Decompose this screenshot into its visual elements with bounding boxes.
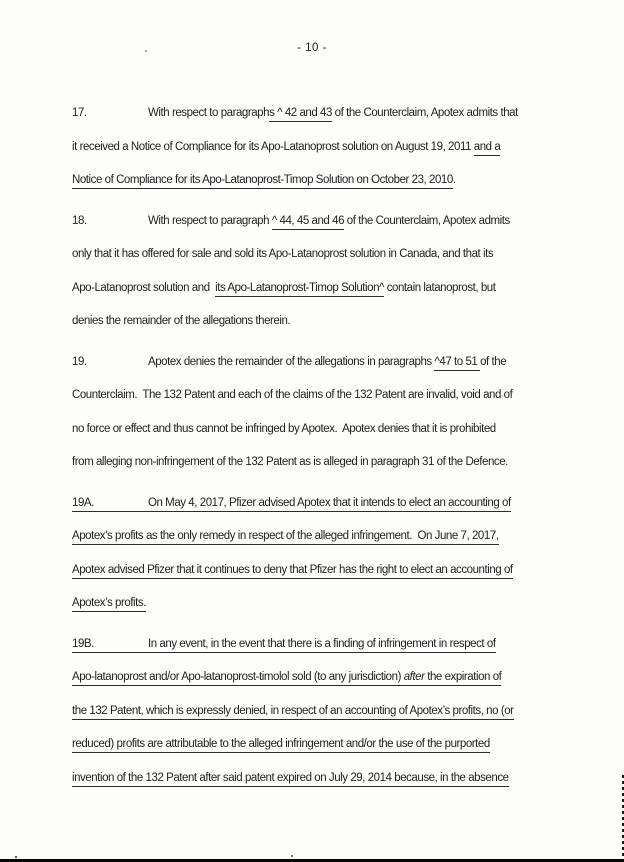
text-line	[72, 587, 577, 621]
text-segment: and a	[474, 139, 501, 156]
scan-speck	[145, 50, 147, 52]
text-segment: Apotex’s profits.	[72, 595, 146, 612]
scan-speck	[15, 856, 17, 858]
text-segment: of the	[480, 355, 507, 368]
text-segment: its Apo-Latanoprost-Timop Solution^	[215, 280, 384, 297]
text-line	[72, 305, 577, 339]
text-segment: denies the remainder of the allegations therein.	[72, 315, 291, 327]
paragraph-number: 17.	[72, 107, 87, 119]
text-segment: Notice of Compliance for its Apo-Latanoprost-Timop Solution on October 23, 2010	[72, 172, 453, 189]
scan-speck	[291, 855, 293, 857]
paragraph-number: 19B.	[72, 636, 148, 653]
text-segment: Apotex advised Pfizer that it continues to deny that Pfizer has the right to elect an accounting of	[72, 562, 513, 579]
paragraph-17	[72, 97, 577, 198]
text-segment: the expiration of	[424, 669, 501, 686]
text-segment: of the Counterclaim, Apotex admits that	[331, 107, 518, 119]
text-segment: With respect to paragraph	[148, 107, 270, 119]
text-line	[72, 520, 577, 554]
text-segment: ^47 to 51	[434, 354, 480, 371]
text-segment: reduced) profits are attributable to the alleged infringement and/or the use of the purported	[72, 736, 490, 753]
document-body	[72, 97, 577, 795]
text-segment: no force or effect and thus cannot be infringed by Apotex. Apotex denies that it is prohibited	[72, 422, 496, 435]
text-segment: ^ 44, 45 and 46	[272, 213, 344, 230]
text-line	[72, 238, 577, 272]
text-segment: Apotex denies the remainder of the allegations in paragraphs	[148, 355, 435, 368]
text-line	[72, 446, 577, 480]
text-segment: contain latanoprost, but	[384, 281, 496, 294]
text-line	[72, 379, 577, 413]
text-segment: On May 4, 2017, Pfizer advised Apotex that it intends to elect an accounting of	[148, 495, 511, 512]
paragraph-19B	[72, 628, 577, 796]
text-segment: from alleging non-infringement of the 132 Patent as is alleged in paragraph 31 of the Defence.	[72, 456, 508, 468]
text-line	[72, 661, 577, 695]
text-segment: only that it has offered for sale and sold its Apo-Latanoprost solution in Canada, and that its	[72, 248, 494, 260]
paragraph-19A	[72, 487, 577, 621]
text-line	[72, 131, 577, 165]
text-segment: it received a Notice of Compliance for its Apo-Latanoprost solution on August 19, 2011	[72, 140, 474, 153]
paragraph-18	[72, 205, 577, 339]
paragraph-19	[72, 346, 577, 480]
text-line	[72, 164, 577, 198]
text-line	[72, 695, 577, 729]
text-line	[72, 762, 577, 796]
text-line	[72, 205, 577, 239]
text-segment: Counterclaim. The 132 Patent and each of the claims of the 132 Patent are invalid, void and of	[72, 389, 513, 401]
text-line	[72, 628, 577, 662]
text-line	[72, 97, 577, 131]
text-segment: Apo-Latanoprost solution and	[72, 281, 216, 294]
paragraph-number: 18.	[72, 214, 87, 227]
text-segment: invention of the 132 Patent after said patent expired on July 29, 2014 because, in the absence	[72, 770, 509, 787]
text-line	[72, 272, 577, 306]
text-segment: In any event, in the event that there is a finding of infringement in respect of	[148, 636, 496, 653]
text-line	[72, 346, 577, 380]
text-segment: With respect to paragraph	[148, 214, 272, 227]
text-segment: after	[404, 669, 425, 686]
text-segment: Apo-latanoprost and/or Apo-latanoprost-timolol sold (to any jurisdiction)	[72, 669, 404, 686]
paragraph-number: 19.	[72, 355, 87, 368]
page-number: - 10 -	[297, 42, 327, 54]
text-segment: the 132 Patent, which is expressly denied, in respect of an accounting of Apotex’s profits, no (or	[72, 703, 514, 720]
text-segment: .	[452, 174, 456, 186]
text-segment: of the Counterclaim, Apotex admits	[344, 214, 510, 227]
text-line	[72, 554, 577, 588]
text-segment: s ^ 42 and 43	[269, 105, 332, 122]
paragraph-number: 19A.	[72, 495, 148, 512]
text-segment: Apotex’s profits as the only remedy in respect of the alleged infringement. On June 7, 2017,	[72, 528, 499, 545]
text-line	[72, 413, 577, 447]
text-line	[72, 728, 577, 762]
text-line	[72, 487, 577, 521]
